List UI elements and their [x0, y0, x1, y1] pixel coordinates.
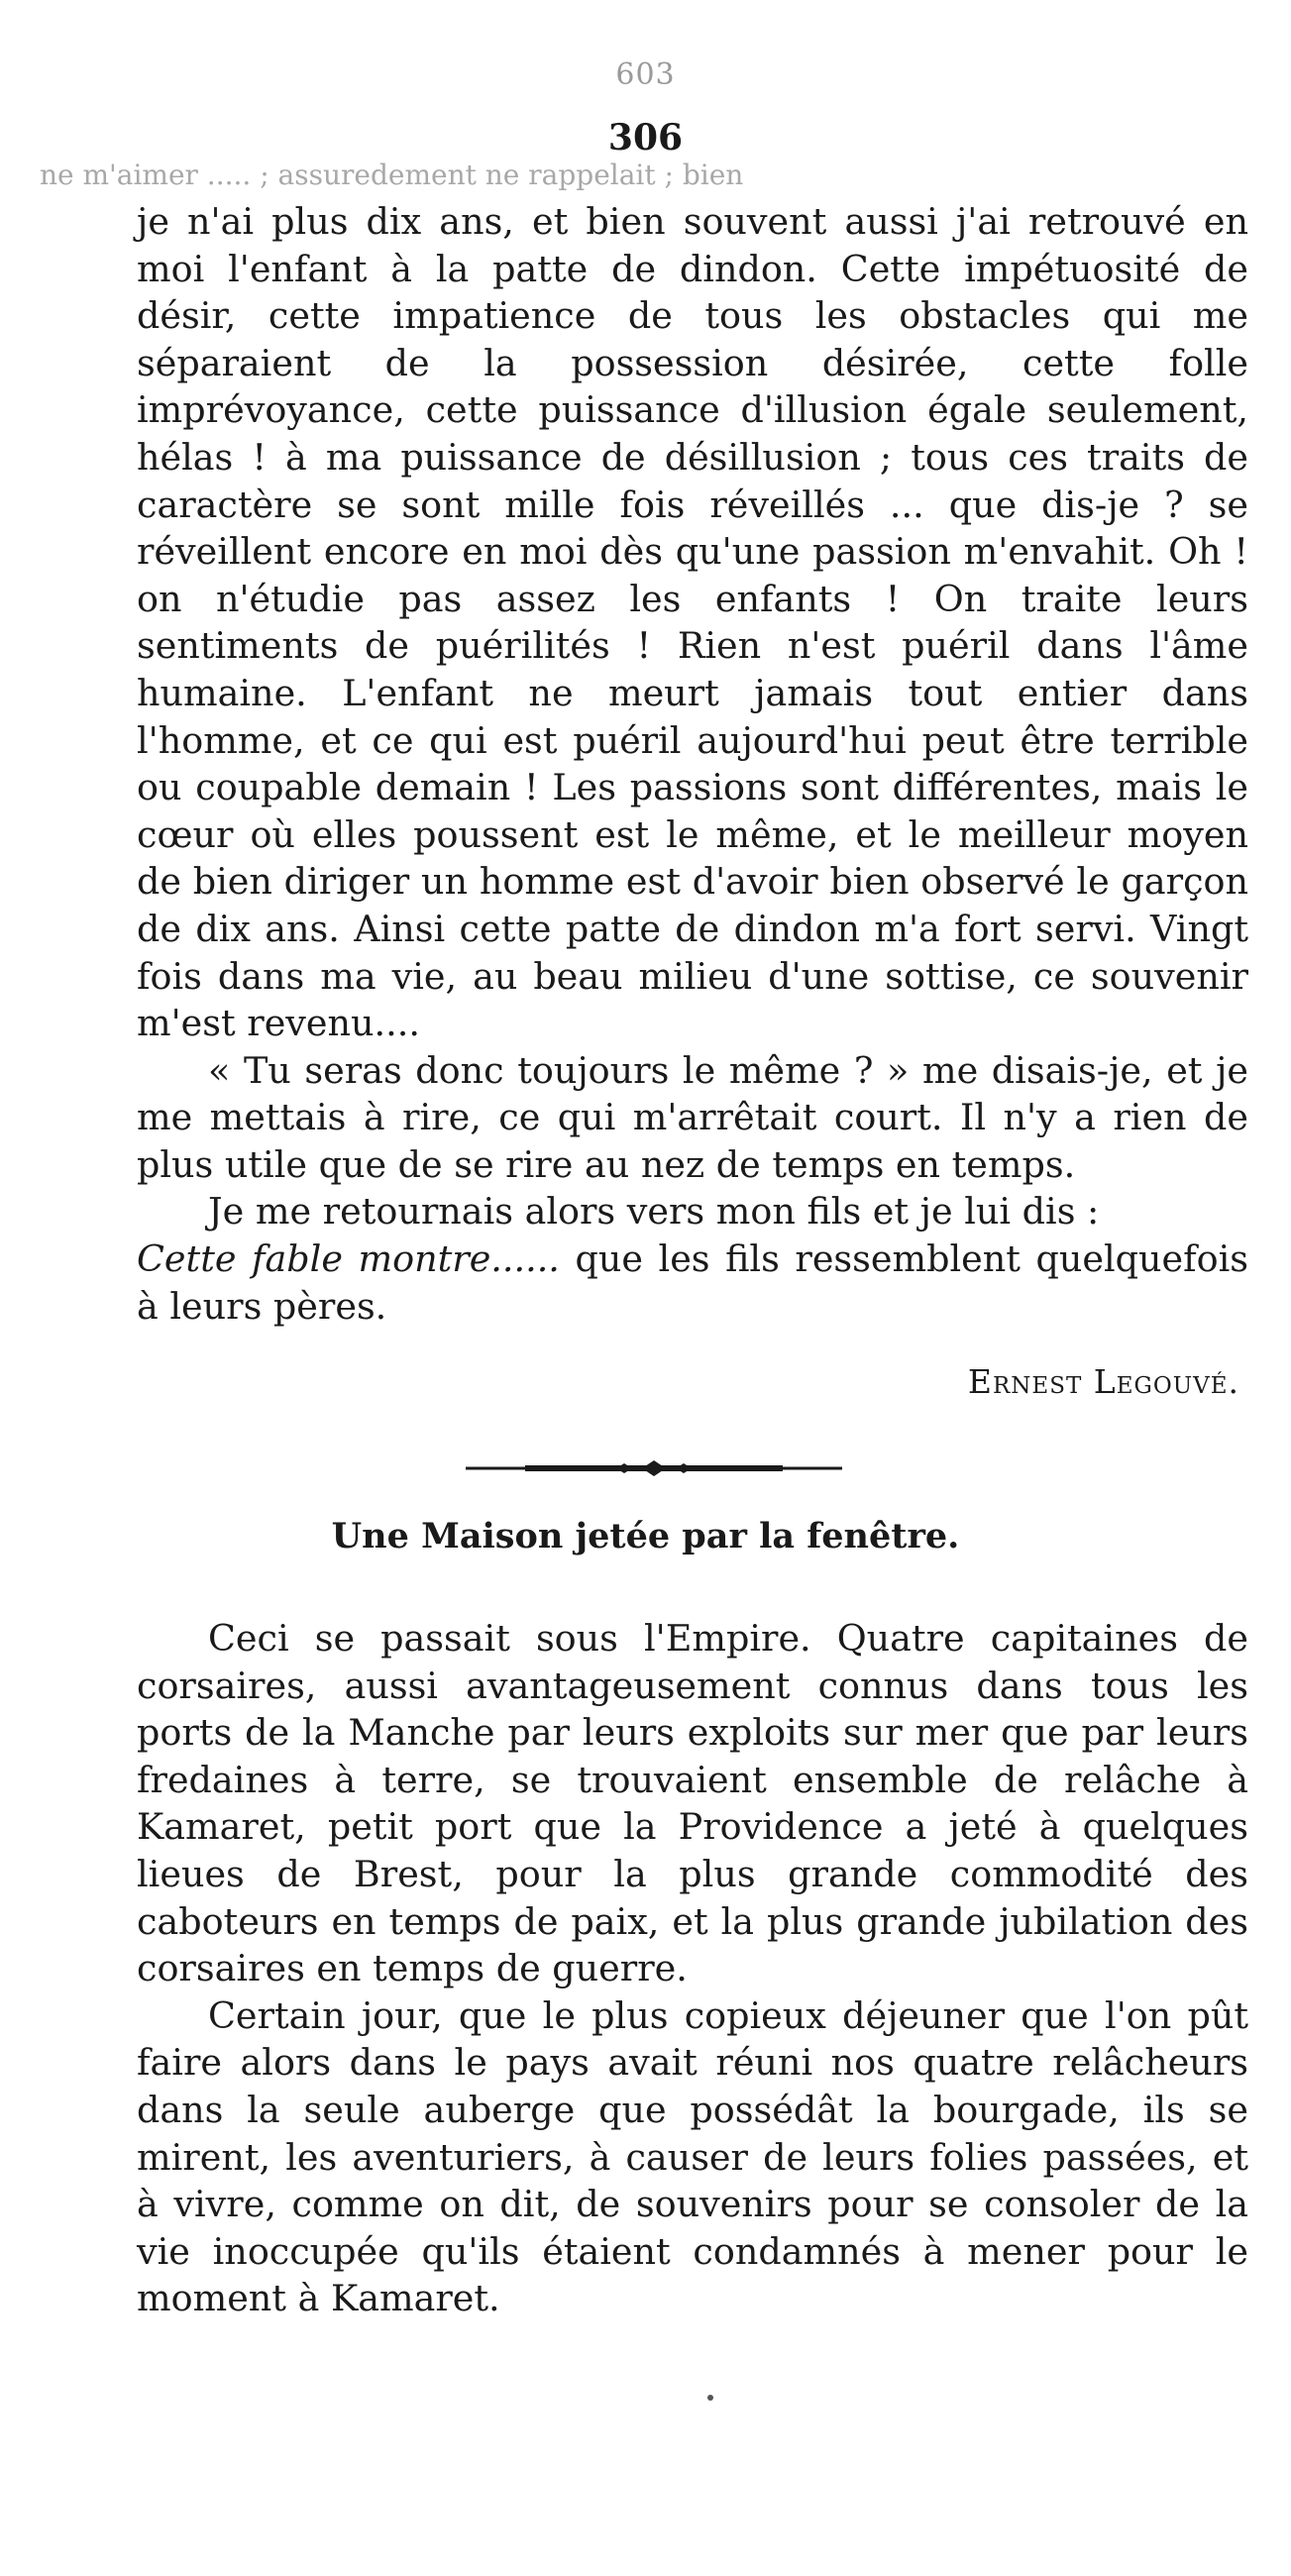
paragraph-certain-jour: Certain jour, que le plus copieux déjeuner que l'on pût faire alors dans le pays avait réuni nos quatre relâcheurs dans la seule auberge que possédât la bourgade, ils se mirent, les aventuriers, à causer de leurs folies passées, et à vivre, comme on dit, de souvenirs pour se consoler de la vie inoccupée qu'ils étaient condamnés à mener pour le moment à Kamaret.	[137, 1993, 1248, 2320]
paragraph-closing	[137, 1188, 1248, 1330]
stray-mark	[705, 2388, 715, 2398]
section-title: Une Maison jetée par la fenêtre.	[331, 1516, 960, 1556]
closing-italic: Cette fable montre......	[137, 1237, 560, 1281]
separator-ornament-icon	[466, 1460, 842, 1476]
article-maison-jetee	[137, 1615, 1248, 2322]
paragraph-tu-seras: « Tu seras donc toujours le même ? » me disais-je, et je me mettais à rire, ce qui m'arrêtait court. Il n'y a rien de plus utile que de se rire au nez de temps en temps.	[137, 1048, 1248, 1186]
faint-page-number: 603	[615, 57, 676, 92]
author-signature: Ernest Legouvé.	[967, 1362, 1239, 1401]
closing-prefix: Je me retournais alors vers mon fils et je lui dis :	[208, 1190, 1100, 1234]
article-legouve	[137, 198, 1248, 1330]
ink-dot-icon	[705, 2393, 715, 2403]
paragraph-patte-de-dindon: je n'ai plus dix ans, et bien souvent aussi j'ai retrouvé en moi l'enfant à la patte de dindon. Cette impétuosité de désir, cette impatience de tous les obstacles qui me séparaient de la possession désirée, cette folle imprévoyance, cette puissance d'illusion égale seulement, hélas ! à ma puissance de désillusion ; tous ces traits de caractère se sont mille fois réveillés ... que dis-je ? se réveillent encore en moi dès qu'une passion m'envahit. Oh ! on n'étudie pas assez les enfants ! On traite leurs sentiments de puérilités ! Rien n'est puéril dans l'âme humaine. L'enfant ne meurt jamais tout entier dans l'homme, et ce qui est puéril aujourd'hui peut être terrible ou coupable demain ! Les passions sont différentes, mais le cœur où elles poussent est le même, et le meilleur moyen de bien diriger un homme est d'avoir bien observé le garçon de dix ans. Ainsi cette patte de dindon m'a fort servi. Vingt fois dans ma vie, au beau milieu d'une sottise, ce souvenir m'est revenu....	[137, 200, 1248, 1045]
closing-suffix: que les fils ressemblent quelquefois à leurs pères.	[137, 1237, 1248, 1328]
paragraph-ceci-se-passait: Ceci se passait sous l'Empire. Quatre capitaines de corsaires, aussi avantageusement connus dans tous les ports de la Manche par leurs exploits sur mer que par leurs fredaines à terre, se trouvaient ensemble de relâche à Kamaret, petit port que la Providence a jeté à quelques lieues de Brest, pour la plus grande commodité des caboteurs en temps de paix, et la plus grande jubilation des corsaires en temps de guerre.	[137, 1617, 1248, 1990]
bleed-through-text: ne m'aimer ..... ; assuredement ne rappelait ; bien	[40, 159, 744, 191]
page-number: 306	[607, 117, 684, 159]
ornamental-separator	[466, 1460, 842, 1476]
